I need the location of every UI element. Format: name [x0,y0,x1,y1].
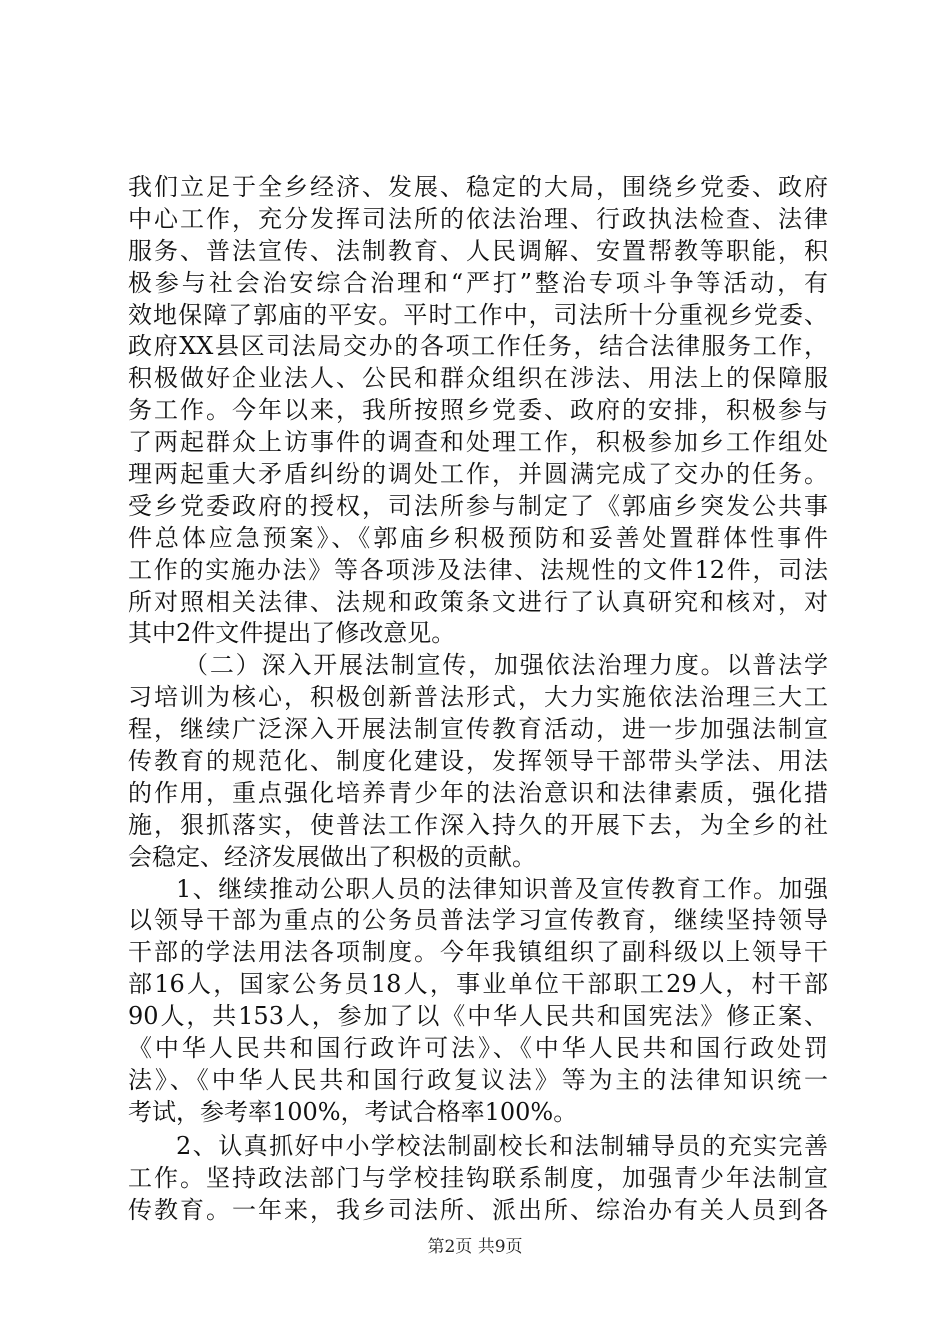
text-line: 以领导干部为重点的公务员普法学习宣传教育，继续坚持领导 [128,906,828,935]
text-line: 部16人，国家公务员18人，事业单位干部职工29人，村干部 [128,970,828,999]
text-line: 会稳定、经济发展做出了积极的贡献。 [128,842,536,871]
text-line: 务工作。今年以来，我所按照乡党委、政府的安排，积极参与 [128,396,828,425]
paragraph-p3 [128,874,828,1129]
text-line: 程，继续广泛深入开展法制宣传教育活动，进一步加强法制宣 [128,715,828,744]
text-line: 了两起群众上访事件的调查和处理工作，积极参加乡工作组处 [128,428,828,457]
text-line: 中心工作，充分发挥司法所的依法治理、行政执法检查、法律 [128,204,828,233]
text-line: 法》、《中华人民共和国行政复议法》等为主的法律知识统一 [128,1065,828,1094]
text-line: 效地保障了郭庙的平安。平时工作中，司法所十分重视乡党委、 [128,300,828,329]
text-line: 《中华人民共和国行政许可法》、《中华人民共和国行政处罚 [128,1034,828,1063]
text-line: 我们立足于全乡经济、发展、稳定的大局，围绕乡党委、政府 [128,173,828,201]
text-line: 政府XX县区司法局交办的各项工作任务，结合法律服务工作， [128,332,828,361]
text-line: 的作用，重点强化培养青少年的法治意识和法律素质，强化措 [128,778,828,807]
text-line: 所对照相关法律、法规和政策条文进行了认真研究和核对，对 [128,587,828,616]
text-line: 传教育。一年来，我乡司法所、派出所、综治办有关人员到各 [128,1195,828,1224]
text-line: 件总体应急预案》、《郭庙乡积极预防和妥善处置群体性事件 [128,523,828,552]
text-line: 理两起重大矛盾纠纷的调处工作，并圆满完成了交办的任务。 [128,460,828,489]
text-line: 积极做好企业法人、公民和群众组织在涉法、用法上的保障服 [128,364,828,393]
text-line: 2、认真抓好中小学校法制副校长和法制辅导员的充实完善 [176,1131,828,1160]
text-line: 干部的学法用法各项制度。今年我镇组织了副科级以上领导干 [128,938,828,967]
paragraph-p2 [128,650,828,873]
text-line: 其中2件文件提出了修改意见。 [128,619,456,648]
text-line: 受乡党委政府的授权，司法所参与制定了《郭庙乡突发公共事 [128,491,828,520]
text-line: 极参与社会治安综合治理和“严打”整治专项斗争等活动，有 [128,268,828,297]
page-number-footer: 第2页 共9页 [427,1237,523,1257]
text-line: 工作的实施办法》等各项涉及法律、法规性的文件12件，司法 [128,555,828,584]
paragraph-p4 [128,1131,828,1227]
text-line: 考试，参考率100%，考试合格率100%。 [128,1097,578,1126]
text-line: 工作。坚持政法部门与学校挂钩联系制度，加强青少年法制宣 [128,1163,828,1192]
paragraph-p1 [128,172,828,650]
text-line: 90人，共153人，参加了以《中华人民共和国宪法》修正案、 [128,1002,828,1031]
text-line: （二）深入开展法制宣传，加强依法治理力度。以普法学 [184,651,828,680]
text-line: 习培训为核心，积极创新普法形式，大力实施依法治理三大工 [128,683,828,712]
text-line: 1、继续推动公职人员的法律知识普及宣传教育工作。加强 [176,874,828,903]
text-line: 传教育的规范化、制度化建设，发挥领导干部带头学法、用法 [128,747,828,776]
document-body [128,172,828,1226]
text-line: 服务、普法宣传、法制教育、人民调解、安置帮教等职能，积 [128,236,828,265]
text-line: 施，狠抓落实，使普法工作深入持久的开展下去，为全乡的社 [128,810,828,839]
